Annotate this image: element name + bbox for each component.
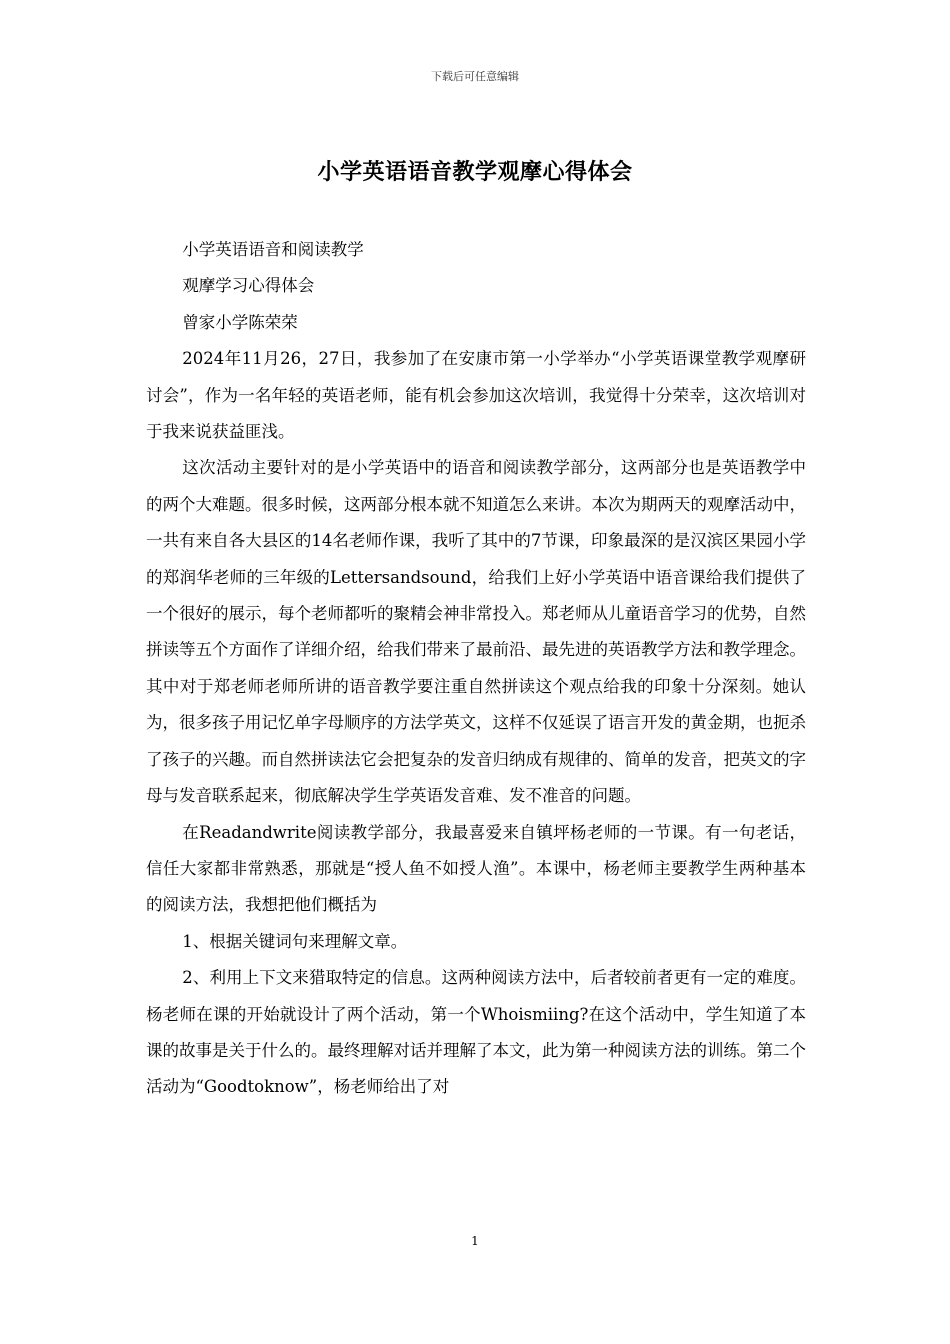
page-number: 1 <box>471 1234 479 1248</box>
header-note: 下载后可任意编辑 <box>431 70 519 83</box>
document-title: 小学英语语音教学观摩心得体会 <box>317 159 633 185</box>
paragraph-reading: 在Readandwrite阅读教学部分，我最喜爱来自镇坪杨老师的一节课。有一句老话，信任大家都非常熟悉，那就是“授人鱼不如授人渔”。本课中，杨老师主要教学生两种基本的阅读方法，我想把他们概括为 <box>146 822 806 915</box>
paragraph-subtitle-2: 观摩学习心得体会 <box>182 276 315 296</box>
paragraph-method-2: 2、利用上下文来猎取特定的信息。这两种阅读方法中，后者较前者更有一定的难度。杨老师在课的开始就设计了两个活动，第一个Whoismiing?在这个活动中，学生知道了本课的故事是关于什么的。最终理解对话并理解了本文，此为第一种阅读方法的训练。第二个活动为“Goodtoknow”，杨老师给出了对 <box>146 968 806 1097</box>
paragraph-intro: 2024年11月26，27日，我参加了在安康市第一小学举办“小学英语课堂教学观摩研讨会”，作为一名年轻的英语老师，能有机会参加这次培训，我觉得十分荣幸，这次培训对于我来说获益匪浅。 <box>146 349 806 442</box>
document-body <box>146 232 806 1106</box>
paragraph-author: 曾家小学陈荣荣 <box>182 312 298 332</box>
paragraph-phonics: 这次活动主要针对的是小学英语中的语音和阅读教学部分，这两部分也是英语教学中的两个大难题。很多时候，这两部分根本就不知道怎么来讲。本次为期两天的观摩活动中，一共有来自各大县区的14名老师作课，我听了其中的7节课，印象最深的是汉滨区果园小学的郑润华老师的三年级的Lettersandsound，给我们上好小学英语中语音课给我们提供了一个很好的展示，每个老师都听的聚精会神非常投入。郑老师从儿童语音学习的优势，自然拼读等五个方面作了详细介绍，给我们带来了最前沿、最先进的英语教学方法和教学理念。其中对于郑老师老师所讲的语音教学要注重自然拼读这个观点给我的印象十分深刻。她认为，很多孩子用记忆单字母顺序的方法学英文，这样不仅延误了语言开发的黄金期，也扼杀了孩子的兴趣。而自然拼读法它会把复杂的发音归纳成有规律的、简单的发音，把英文的字母与发音联系起来，彻底解决学生学英语发音难、发不准音的问题。 <box>146 458 806 806</box>
paragraph-method-1: 1、根据关键词句来理解文章。 <box>182 931 408 951</box>
paragraph-subtitle-1: 小学英语语音和阅读教学 <box>182 240 364 259</box>
